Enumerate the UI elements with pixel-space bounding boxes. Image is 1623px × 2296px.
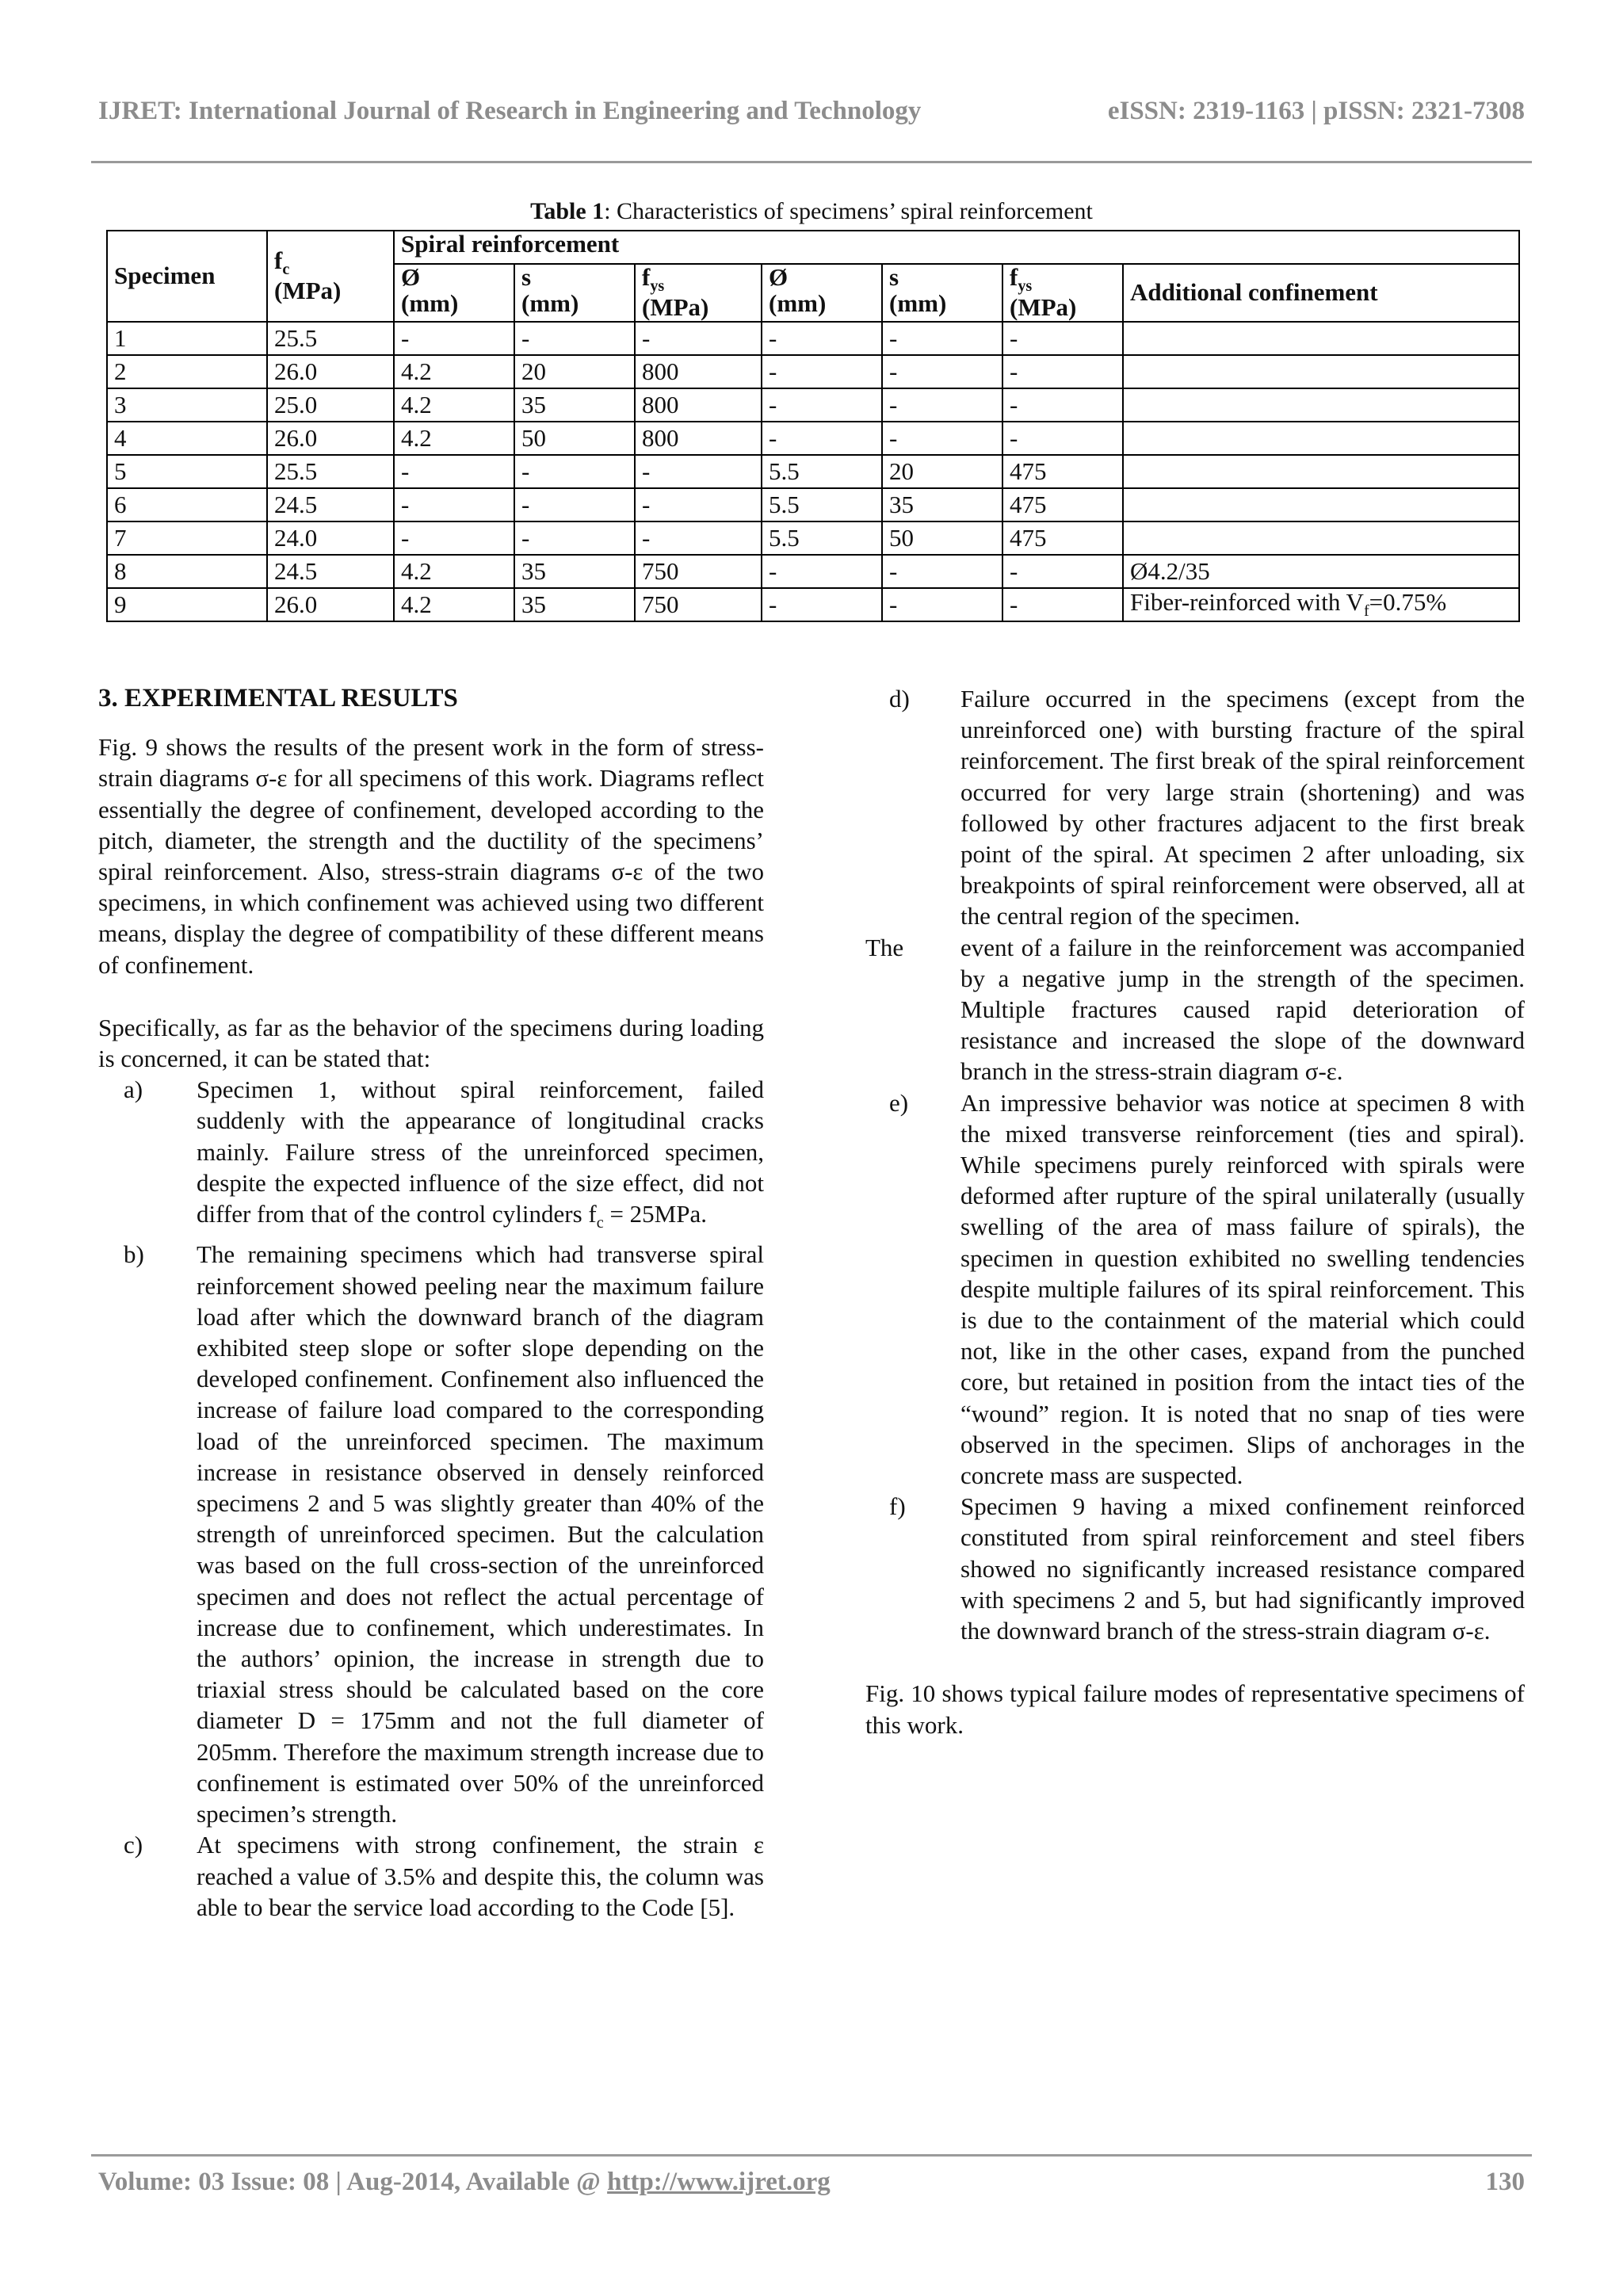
table-cell: - [762,322,882,355]
table-cell: - [514,322,635,355]
header-fc: $f_c$ (MPa) [267,231,394,322]
list-item-a: a) Specimen 1, without spiral reinforcement, failed suddenly with the appearance of longitudinal cracks mainly. Failure stress of the unreinforced specimen, despite the expected influence of the size effect, did not differ from that of the control cylinders $f_c = 25MPa$. [124,1075,764,1232]
table-row [107,322,1519,355]
section-title: 3. EXPERIMENTAL RESULTS [98,684,458,712]
table-cell: 8 [107,555,267,588]
table-cell: - [1002,388,1123,422]
table-cell [1123,455,1519,488]
table-row [107,488,1519,521]
table-cell: 5 [107,455,267,488]
table-caption-label: Table 1 [530,198,605,224]
header-rule [91,161,1532,163]
table-cell: Fiber-reinforced with $V_f=0.75\%$ [1123,588,1519,621]
table-cell: Ø4.2/35 [1123,555,1519,588]
table-cell: - [1002,588,1123,621]
table-cell: - [514,455,635,488]
table-row [107,455,1519,488]
table-cell: 750 [635,555,762,588]
list-item-b: b) The remaining specimens which had transverse spiral reinforcement showed peeling near the maximum failure load after which the downward branch of the diagram exhibited steep slope or softer slope depending on the developed confinement. Confinement also influenced the increase of failure load compared to the corresponding load of the unreinforced specimen. The maximum increase in resistance observed in densely reinforced specimens 2 and 5 was slightly greater than 40% of the strength of unreinforced specimen. But the calculation was based on the full cross-section of the unreinforced specimen and does not reflect the actual percentage of increase due to confinement, which underestimates. In the authors’ opinion, the increase in strength due to triaxial stress should be calculated based on the core diameter D = 175mm and not the full diameter of 205mm. Therefore the maximum strength increase due to confinement is estimated over 50% of the unreinforced specimen’s strength. [124,1240,764,1828]
list-item-f: f) Specimen 9 having a mixed confinement reinforced constituted from spiral reinforcement and steel fibers showed no significantly increased resistance compared with specimens 2 and 5, but had significantly improved the downward branch of the stress-strain diagram σ-ε. [889,1492,1525,1645]
table-cell [1123,355,1519,388]
table-cell: 24.0 [267,521,394,555]
list-marker-a: a) [124,1075,143,1104]
page-header [98,97,1525,141]
table-cell: 35 [514,588,635,621]
table-cell: - [762,355,882,388]
paragraph-fig10: Fig. 10 shows typical failure modes of representative specimens of this work. [865,1679,1525,1739]
issn-info: eISSN: 2319-1163 | pISSN: 2321-7308 [1107,97,1525,125]
table-cell: 6 [107,488,267,521]
table-cell: 26.0 [267,355,394,388]
table-cell [1123,322,1519,355]
table-cell: 9 [107,588,267,621]
header-specimen: Specimen [107,231,267,322]
table-cell: 24.5 [267,488,394,521]
paragraph-fig9: Fig. 9 shows the results of the present work in the form of stress-strain diagrams σ-ε for all specimens of this work. Diagrams reflect essentially the degree of confinement, developed according to the pitch, diameter, the strength and the ductility of the specimens’ spiral reinforcement. Also, stress-strain diagrams σ-ε of the two specimens, in which confinement was achieved using two different means, display the degree of compatibility of these different means of confinement. [98,733,764,979]
table-cell: 750 [635,588,762,621]
table-row [107,388,1519,422]
table-cell: 5.5 [762,488,882,521]
table-cell: - [882,422,1002,455]
table-body [107,322,1519,621]
header-s-2: s (mm) [882,264,1002,322]
header-phi-1: Ø (mm) [394,264,514,322]
table-caption-text: : Characteristics of specimens’ spiral reinforcement [604,198,1093,224]
table-cell: - [394,455,514,488]
specimens-table [106,230,1520,622]
table-cell: - [882,322,1002,355]
table-cell: 25.5 [267,322,394,355]
table-cell: - [762,388,882,422]
table-cell: 35 [514,555,635,588]
table-cell: 4.2 [394,388,514,422]
table-cell: 4.2 [394,355,514,388]
table-cell: - [635,521,762,555]
header-s-1: s (mm) [514,264,635,322]
table-cell: 35 [514,388,635,422]
table-cell: - [762,555,882,588]
table-cell: - [514,521,635,555]
table-cell: - [1002,555,1123,588]
table-cell: 24.5 [267,555,394,588]
list-marker-b: b) [124,1240,144,1269]
table-cell: 800 [635,422,762,455]
paragraph-specifically: Specifically, as far as the behavior of the specimens during loading is concerned, it can be stated that: [98,1013,764,1073]
footer-rule [91,2154,1532,2157]
table-cell: 3 [107,388,267,422]
table-cell: 4 [107,422,267,455]
table-cell: - [394,488,514,521]
table-cell: - [635,455,762,488]
table-cell: - [762,588,882,621]
header-additional-confinement: Additional confinement [1123,264,1519,322]
table-cell: 26.0 [267,588,394,621]
table-cell: 4.2 [394,422,514,455]
table-cell: - [1002,355,1123,388]
table-caption [0,198,1623,225]
header-phi-2: Ø (mm) [762,264,882,322]
paragraph-event: The event of a failure in the reinforcement was accompanied by a negative jump in the strength of the specimen. Multiple fractures caused rapid deterioration of resistance and increased the slope of the downward branch in the stress-strain diagram σ-ε. [865,933,1525,1086]
table-cell: 5.5 [762,521,882,555]
table-cell: 2 [107,355,267,388]
list-marker-c: c) [124,1831,143,1859]
header-fys-1: $f_{ys}$ (MPa) [635,264,762,322]
list-item-c: c) At specimens with strong confinement, the strain ε reached a value of 3.5% and despite this, the column was able to bear the service load according to the Code [5]. [124,1831,764,1921]
list-item-d: d) Failure occurred in the specimens (except from the unreinforced one) with bursting fracture of the spiral reinforcement. The first break of the spiral reinforcement occurred for very large strain (shortening) and was followed by other fractures adjacent to the first break point of the spiral. At specimen 2 after unloading, six breakpoints of spiral reinforcement were observed, all at the central region of the specimen. [889,685,1525,930]
table-cell: 5.5 [762,455,882,488]
table-cell: 800 [635,388,762,422]
table-cell: - [514,488,635,521]
table-cell: 4.2 [394,588,514,621]
table-cell: 20 [882,455,1002,488]
header-spiral-reinforcement: Spiral reinforcement [394,231,1123,264]
table-cell: 50 [882,521,1002,555]
list-marker-e: e) [889,1088,909,1117]
left-column [98,683,764,1923]
table-cell: - [394,521,514,555]
list-marker-d: d) [889,685,910,712]
footer-link[interactable]: http://www.ijret.org [607,2168,831,2196]
table-cell: - [882,355,1002,388]
table-cell: - [1002,422,1123,455]
table-cell: 7 [107,521,267,555]
list-item-e: e) An impressive behavior was notice at specimen 8 with the mixed transverse reinforcement (ties and spiral). While specimens purely reinforced with spirals were deformed after rupture of the spiral unilaterally (usually swelling of the area of mass failure of spirals), the specimen in question exhibited no swelling tendencies despite multiple failures of its spiral reinforcement. This is due to the containment of the material which could not, like in the other cases, expand from the punched core, but retained in position from the intact ties of the “wound” region. It is noted that no snap of ties were observed in the specimen. Slips of anchorages in the concrete mass are suspected. [889,1088,1525,1490]
table-cell: - [394,322,514,355]
footer-volume: Volume: 03 Issue: 08 | Aug-2014, Available @ [98,2168,608,2196]
table-cell [1123,422,1519,455]
table-cell: 4.2 [394,555,514,588]
table-cell: - [635,488,762,521]
table-cell: - [882,388,1002,422]
table-cell: 25.0 [267,388,394,422]
journal-title: IJRET: International Journal of Research in Engineering and Technology [98,97,922,125]
table-row [107,355,1519,388]
table-cell: 475 [1002,521,1123,555]
table-cell: - [635,322,762,355]
table-cell: - [762,422,882,455]
table-cell: 26.0 [267,422,394,455]
table-row [107,555,1519,588]
page-footer [98,2168,1525,2197]
table-cell: 25.5 [267,455,394,488]
table-cell: 20 [514,355,635,388]
table-cell: - [882,588,1002,621]
table-cell: 475 [1002,455,1123,488]
table-cell [1123,488,1519,521]
table-cell: 50 [514,422,635,455]
header-fys-2: $f_{ys}$ (MPa) [1002,264,1123,322]
right-column [865,683,1525,1740]
table-row [107,521,1519,555]
table-row [107,422,1519,455]
table-cell: 800 [635,355,762,388]
table-cell: - [882,555,1002,588]
page-number: 130 [1485,2168,1525,2196]
table-cell: - [1002,322,1123,355]
table-row [107,588,1519,621]
table-cell [1123,521,1519,555]
list-marker-f: f) [889,1492,906,1521]
table-cell: 475 [1002,488,1123,521]
table-cell: 35 [882,488,1002,521]
table-cell: 1 [107,322,267,355]
table-cell [1123,388,1519,422]
